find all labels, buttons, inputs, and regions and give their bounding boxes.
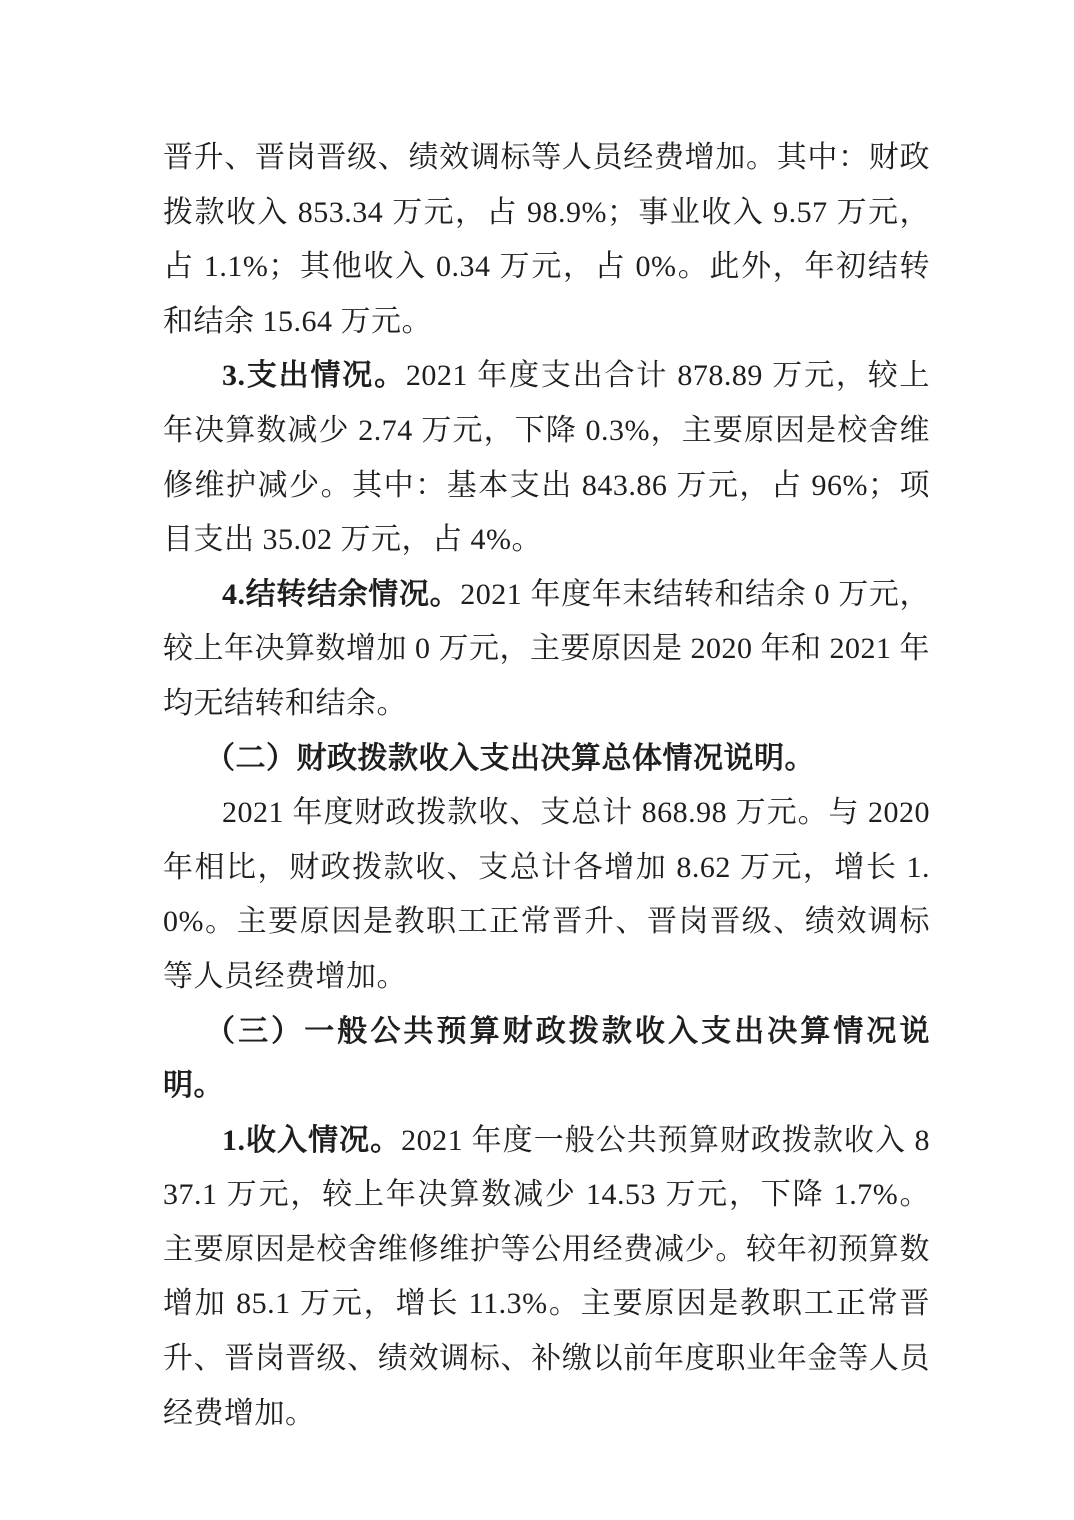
paragraph-lead-label: 3.支出情况。 [222,359,406,393]
section-heading-text: （三）一般公共预算财政拨款收入支出决算情况说明。 [163,1014,930,1103]
section-heading-text: （二）财政拨款收入支出决算总体情况说明。 [205,741,815,775]
paragraph-text: 2021 年度财政拨款收、支总计 868.98 万元。与 2020 年相比，财政拨款收、支总计各增加 8.62 万元，增长 1.0%。主要原因是教职工正常晋升、晋岗晋级、绩效调标等人员经费增加。 [163,796,930,993]
paragraph-lead-label: 1.收入情况。 [222,1123,402,1157]
section-heading-3 [163,1005,930,1114]
paragraph-income-detail-continuation [163,131,930,349]
paragraph-text: 晋升、晋岗晋级、绩效调标等人员经费增加。其中：财政拨款收入 853.34 万元，占 98.9%；事业收入 9.57 万元，占 1.1%；其他收入 0.34 万元，占 0%。此外，年初结转和结余 15.64 万元。 [163,141,930,338]
document-body [163,131,930,1441]
paragraph-fiscal-appropriation-total [163,786,930,1004]
paragraph-general-budget-income [163,1114,930,1442]
paragraph-text: 2021 年度年末结转和结余 0 万元，较上年决算数增加 0 万元，主要原因是 2020 年和 2021 年均无结转和结余。 [163,577,931,720]
section-heading-2 [163,732,930,787]
paragraph-text: 2021 年度支出合计 878.89 万元，较上年决算数减少 2.74 万元，下降 0.3%，主要原因是校舍维修维护减少。其中：基本支出 843.86 万元，占 96%；项目支出 35.02 万元，占 4%。 [163,359,931,557]
paragraph-expenditure [163,349,930,567]
paragraph-lead-label: 4.结转结余情况。 [222,577,461,611]
paragraph-carryover [163,568,930,732]
paragraph-text: 2021 年度一般公共预算财政拨款收入 837.1 万元，较上年决算数减少 14.53 万元，下降 1.7%。主要原因是校舍维修维护等公用经费减少。较年初预算数增加 85.1 万元，增长 11.3%。主要原因是教职工正常晋升、晋岗晋级、绩效调标、补缴以前年度职业年金等人员经费增加。 [163,1123,931,1430]
